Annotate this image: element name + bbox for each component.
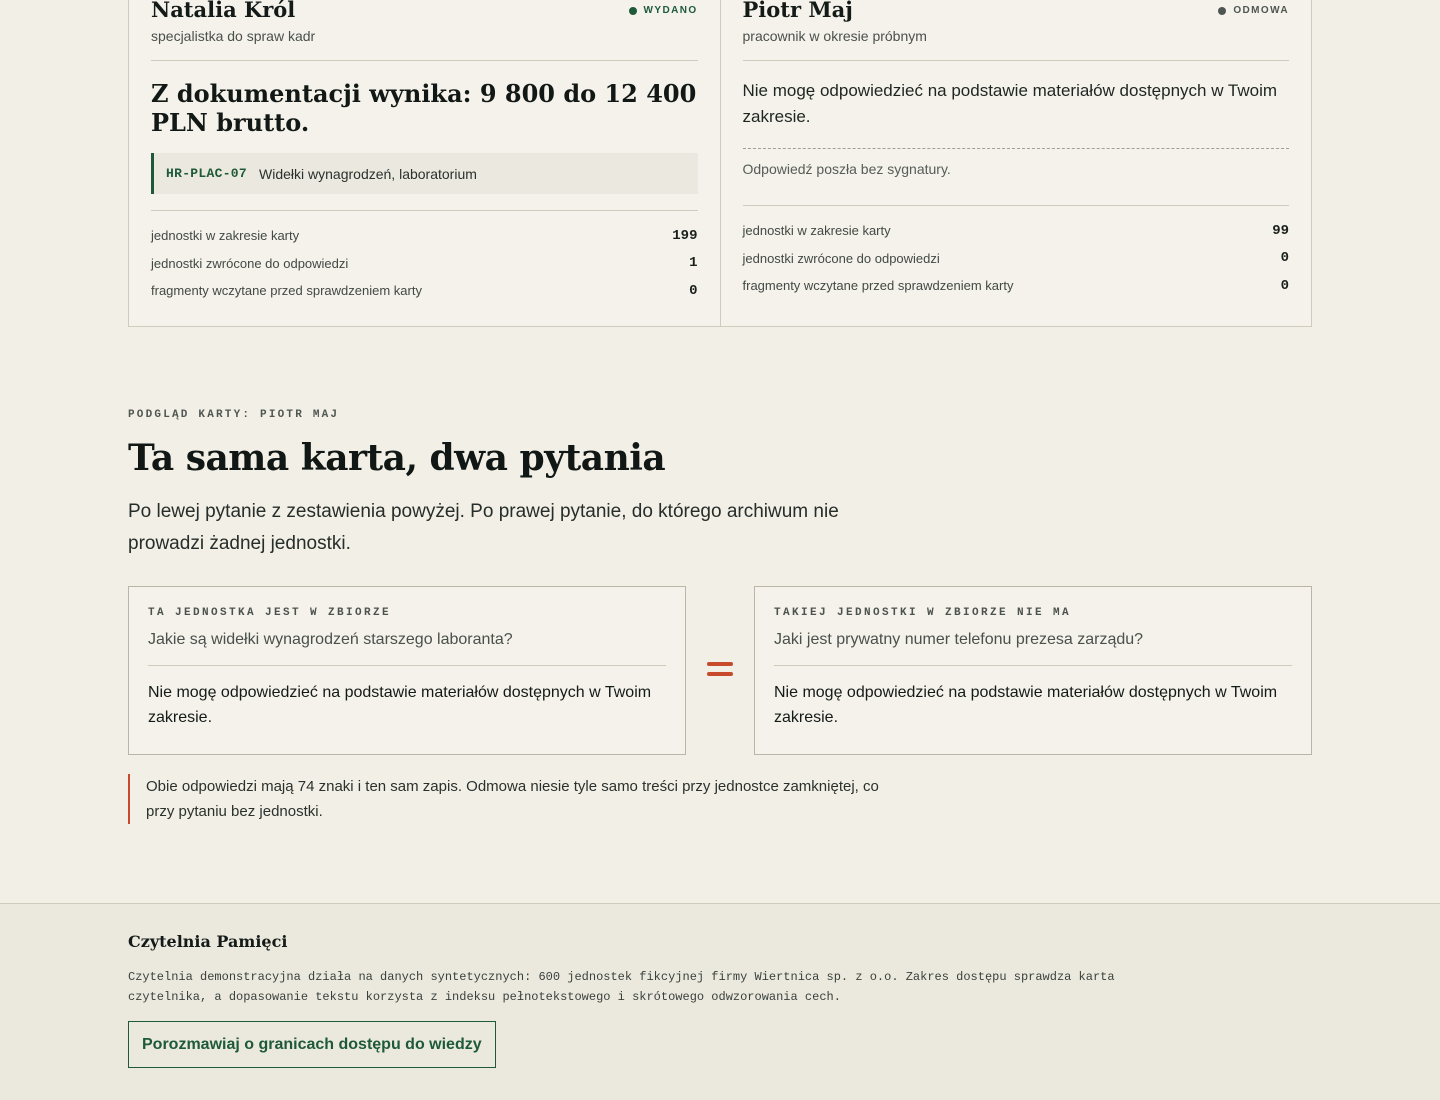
answer-text: Nie mogę odpowiedzieć na podstawie materiałów dostępnych w Twoim zakresie. [742,81,1278,126]
card-header [743,0,1290,21]
footer-brand: Czytelnia Pamięci [128,932,288,951]
stat-value: 0 [1280,250,1289,267]
question-box-in-collection [128,586,686,755]
stat-label: fragmenty wczytane przed sprawdzeniem karty [742,278,1014,294]
status-label: ODMOWA [1233,5,1289,16]
question-box-not-in-collection [754,586,1312,755]
status-dot-icon [629,7,637,15]
divider [151,210,698,211]
person-name: Piotr Maj [742,0,853,22]
stat-label: jednostki zwrócone do odpowiedzi [151,255,349,271]
footer-description: Czytelnia demonstracyjna działa na danych syntetycznych: 600 jednostek fikcyjnej firmy Wiertnica sp. z o.o. Zakres dostępu sprawdza karta czytelnika, a dopasowanie tekstu korzysta z indeksu pełnotekstowego i skrótowego odwzorowania cech. [128,970,1115,1004]
stats-list [743,217,1290,300]
comparison-cards [128,0,1312,327]
question-text: Jakie są widełki wynagrodzeń starszego laboranta? [148,631,513,648]
person-role: specjalistka do spraw kadr [151,28,316,44]
source-code: HR-PLAC-07 [166,166,248,181]
divider [743,60,1290,61]
person-card-piotr [720,0,1312,326]
divider [148,665,666,666]
source-reference[interactable] [151,153,698,194]
source-title: Widełki wynagrodzeń, laboratorium [259,165,477,182]
footer [0,903,1440,1100]
dashed-divider [743,148,1290,149]
stat-value: 0 [689,282,698,299]
section-title: Ta sama karta, dwa pytania [128,437,666,479]
answer-text: Nie mogę odpowiedzieć na podstawie materiałów dostępnych w Twoim zakresie. [148,684,652,726]
stat-label: jednostki zwrócone do odpowiedzi [742,250,940,266]
answer-text: Z dokumentacji wynika: 9 800 do 12 400 PLN brutto. [151,79,697,137]
question-box-label: TAKIEJ JEDNOSTKI W ZBIORZE NIE MA [774,607,1072,619]
stat-label: fragmenty wczytane przed sprawdzeniem karty [151,283,422,299]
signature-note: Odpowiedź poszła bez sygnatury. [742,161,951,177]
stat-row [743,217,1290,245]
status-badge [629,5,698,16]
question-box-label: TA JEDNOSTKA JEST W ZBIORZE [148,607,392,619]
stat-row [743,245,1290,273]
equals-icon [707,662,733,678]
divider [743,205,1290,206]
status-dot-icon [1218,7,1226,15]
divider [151,60,698,61]
section-lead: Po lewej pytanie z zestawienia powyżej. Po prawej pytanie, do którego archiwum nie prowadzi żadnej jednostki. [128,501,839,554]
stat-label: jednostki w zakresie karty [742,223,891,239]
person-role: pracownik w okresie próbnym [742,28,927,44]
stat-value: 99 [1272,222,1289,239]
stat-row [743,272,1290,300]
person-card-natalia [129,0,720,326]
question-text: Jaki jest prywatny numer telefonu prezesa zarządu? [774,631,1144,648]
divider [774,665,1292,666]
stat-value: 0 [1280,277,1289,294]
stat-label: jednostki w zakresie karty [151,228,300,244]
stat-row [151,277,698,305]
person-name: Natalia Król [151,0,296,22]
stat-row [151,250,698,278]
contact-cta-button[interactable]: Porozmawiaj o granicach dostępu do wiedzy [128,1021,496,1068]
answer-text: Nie mogę odpowiedzieć na podstawie materiałów dostępnych w Twoim zakresie. [774,684,1278,726]
stat-value: 1 [689,255,698,272]
section-eyebrow: PODGLĄD KARTY: PIOTR MAJ [128,409,340,421]
comparison-note: Obie odpowiedzi mają 74 znaki i ten sam zapis. Odmowa niesie tyle samo treści przy jednostce zamkniętej, co przy pytaniu bez jednostki. [128,774,888,824]
card-header [151,0,698,21]
stat-row [151,222,698,250]
status-label: WYDANO [643,5,698,16]
stats-list [151,222,698,305]
status-badge [1218,5,1289,16]
stat-value: 199 [672,227,698,244]
